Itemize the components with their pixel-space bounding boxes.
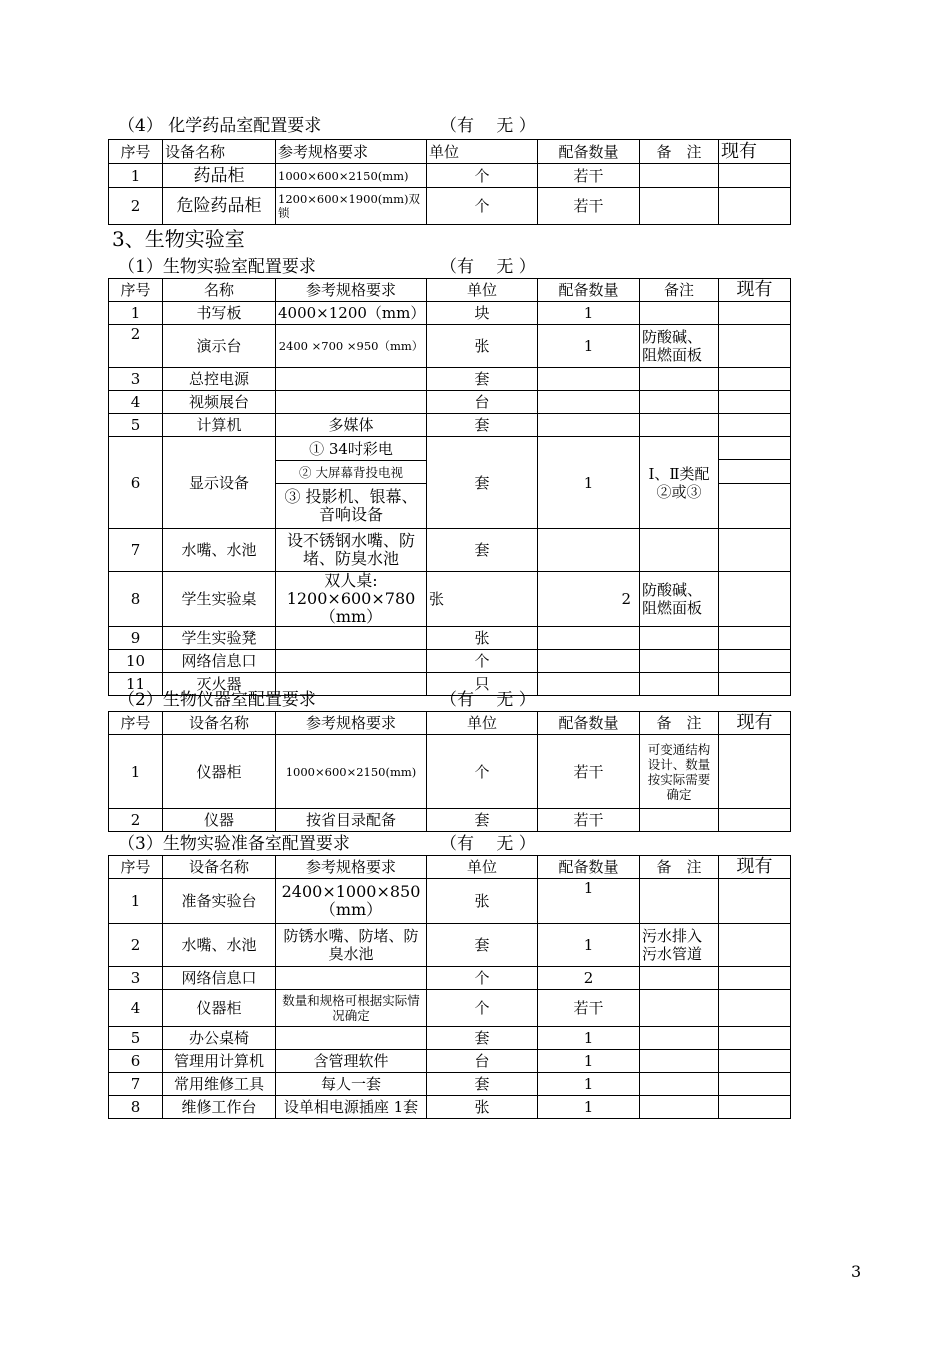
table-header-row (109, 856, 791, 879)
cell-unit: 张 (427, 572, 538, 627)
header-cell: 现有 (719, 856, 791, 879)
cell-note (640, 302, 719, 325)
cell-qty: 2 (538, 967, 640, 990)
cell-index: 2 (109, 924, 163, 967)
cell-name: 计算机 (163, 414, 276, 437)
table-row (109, 414, 791, 437)
cell-qty: 1 (538, 437, 640, 529)
cell-index: 9 (109, 627, 163, 650)
cell-existing (719, 368, 791, 391)
header-cell: 参考规格要求 (276, 712, 427, 735)
cell-name: 药品柜 (163, 164, 276, 188)
cell-qty: 1 (538, 1096, 640, 1119)
cell-name: 水嘴、水池 (163, 529, 276, 572)
cell-unit: 套 (427, 368, 538, 391)
cell-index: 11 (109, 673, 163, 696)
cell-qty (538, 673, 640, 696)
cell-spec (276, 967, 427, 990)
cell-qty: 1 (538, 1073, 640, 1096)
cell-name: 水嘴、水池 (163, 924, 276, 967)
cell-qty (538, 391, 640, 414)
header-cell: 备 注 (640, 856, 719, 879)
header-cell: 序号 (109, 279, 163, 302)
table-row (109, 572, 791, 627)
cell-unit: 个 (427, 990, 538, 1027)
cell-index: 1 (109, 164, 163, 188)
cell-unit: 套 (427, 437, 538, 529)
cell-note (640, 809, 719, 832)
display-option: ② 大屏幕背投电视 (276, 461, 426, 484)
cell-spec (276, 650, 427, 673)
cell-note (640, 391, 719, 414)
header-cell: 参考规格要求 (276, 856, 427, 879)
cell-qty (538, 414, 640, 437)
header-cell: 名称 (163, 279, 276, 302)
cell-unit: 张 (427, 1096, 538, 1119)
cell-qty: 若干 (538, 809, 640, 832)
cell-spec-display-options (276, 437, 427, 529)
table-row (109, 1073, 791, 1096)
cell-index: 10 (109, 650, 163, 673)
cell-unit: 个 (427, 164, 538, 188)
display-option: ① 34吋彩电 (276, 438, 426, 461)
cell-spec (276, 391, 427, 414)
cell-name: 常用维修工具 (163, 1073, 276, 1096)
cell-existing (719, 572, 791, 627)
cell-qty (538, 627, 640, 650)
cell-index: 4 (109, 391, 163, 414)
cell-unit: 套 (427, 529, 538, 572)
cell-existing (719, 529, 791, 572)
cell-note (640, 1050, 719, 1073)
header-cell: 配备数量 (538, 140, 640, 164)
header-cell: 现有 (719, 279, 791, 302)
cell-name: 网络信息口 (163, 650, 276, 673)
header-cell: 单位 (427, 856, 538, 879)
header-cell: 设备名称 (163, 712, 276, 735)
cell-unit: 张 (427, 879, 538, 924)
section-heading-bio-prep (118, 834, 536, 854)
cell-name: 演示台 (163, 325, 276, 368)
cell-unit: 个 (427, 735, 538, 809)
table-row (109, 391, 791, 414)
cell-index: 1 (109, 302, 163, 325)
cell-existing (719, 735, 791, 809)
cell-name: 书写板 (163, 302, 276, 325)
biology-lab-heading: 3、生物实验室 (112, 227, 245, 251)
cell-unit: 块 (427, 302, 538, 325)
cell-existing (719, 879, 791, 924)
cell-spec: 含管理软件 (276, 1050, 427, 1073)
cell-name: 危险药品柜 (163, 188, 276, 225)
cell-unit: 套 (427, 924, 538, 967)
cell-index: 2 (109, 809, 163, 832)
cell-qty: 1 (538, 1027, 640, 1050)
table-row (109, 879, 791, 924)
has-or-not-marker: （有 无 ） (440, 116, 536, 136)
table-row (109, 967, 791, 990)
cell-index: 8 (109, 1096, 163, 1119)
cell-existing (719, 164, 791, 188)
cell-existing (719, 650, 791, 673)
section-title: （2）生物仪器室配置要求 (118, 690, 316, 710)
cell-existing (719, 188, 791, 225)
cell-note: 可变通结构设计、数量按实际需要确定 (640, 735, 719, 809)
table-row (109, 650, 791, 673)
cell-spec (276, 368, 427, 391)
header-cell: 参考规格要求 (276, 279, 427, 302)
table-header-row (109, 712, 791, 735)
bio-lab-table (108, 278, 791, 696)
cell-qty: 若干 (538, 735, 640, 809)
cell-index: 7 (109, 529, 163, 572)
cell-unit: 张 (427, 627, 538, 650)
cell-spec (276, 627, 427, 650)
cell-index: 5 (109, 414, 163, 437)
cell-unit: 个 (427, 188, 538, 225)
cell-existing (719, 391, 791, 414)
bio-prep-table (108, 855, 791, 1119)
cell-qty (538, 529, 640, 572)
cell-name: 总控电源 (163, 368, 276, 391)
bio-instrument-table (108, 711, 791, 832)
cell-unit: 套 (427, 414, 538, 437)
cell-existing (719, 990, 791, 1027)
cell-note (640, 1073, 719, 1096)
cell-note: 防酸碱、阻燃面板 (640, 325, 719, 368)
cell-qty: 1 (538, 1050, 640, 1073)
cell-unit: 个 (427, 967, 538, 990)
cell-name: 仪器柜 (163, 990, 276, 1027)
table-row (109, 529, 791, 572)
cell-note (640, 1027, 719, 1050)
cell-note (640, 414, 719, 437)
cell-unit: 只 (427, 673, 538, 696)
cell-name: 学生实验桌 (163, 572, 276, 627)
cell-name: 视频展台 (163, 391, 276, 414)
table-row (109, 325, 791, 368)
has-or-not-marker: （有 无 ） (440, 834, 536, 854)
cell-name: 灭火器 (163, 673, 276, 696)
cell-existing (719, 1073, 791, 1096)
cell-existing (719, 924, 791, 967)
header-cell: 参考规格要求 (276, 140, 427, 164)
display-option: ③ 投影机、银幕、音响设备 (284, 486, 418, 524)
cell-index: 4 (109, 990, 163, 1027)
header-cell: 现有 (719, 140, 791, 164)
section-heading-bio-instrument (118, 690, 536, 710)
display-options-list (276, 438, 426, 528)
cell-existing (719, 627, 791, 650)
has-or-not-marker: （有 无 ） (440, 257, 536, 277)
cell-existing (719, 325, 791, 368)
header-cell: 备 注 (640, 140, 719, 164)
cell-index: 3 (109, 967, 163, 990)
table-row (109, 437, 791, 529)
table-row (109, 1096, 791, 1119)
header-cell: 序号 (109, 856, 163, 879)
cell-spec: 1000×600×2150(mm) (276, 164, 427, 188)
table-row (109, 809, 791, 832)
table-header-row (109, 140, 791, 164)
cell-existing (719, 967, 791, 990)
header-cell: 单位 (427, 712, 538, 735)
cell-index: 2 (109, 325, 163, 368)
cell-unit: 套 (427, 809, 538, 832)
cell-index: 5 (109, 1027, 163, 1050)
cell-unit: 张 (427, 325, 538, 368)
cell-existing (719, 302, 791, 325)
cell-spec (276, 1027, 427, 1050)
header-cell: 序号 (109, 712, 163, 735)
cell-qty: 1 (538, 325, 640, 368)
cell-spec: 1000×600×2150(mm) (276, 735, 427, 809)
table-row (109, 188, 791, 225)
table-row (109, 627, 791, 650)
cell-name: 维修工作台 (163, 1096, 276, 1119)
table-row (109, 302, 791, 325)
table-row (109, 990, 791, 1027)
cell-qty: 若干 (538, 990, 640, 1027)
header-cell: 单位 (427, 140, 538, 164)
cell-note (640, 627, 719, 650)
cell-index: 3 (109, 368, 163, 391)
cell-name: 仪器 (163, 809, 276, 832)
cell-index: 1 (109, 879, 163, 924)
cell-index: 1 (109, 735, 163, 809)
header-cell: 备 注 (640, 712, 719, 735)
section-heading-bio-lab (118, 257, 536, 277)
header-cell: 设备名称 (163, 856, 276, 879)
header-cell: 现有 (719, 712, 791, 735)
cell-spec: 4000×1200（mm） (276, 302, 427, 325)
section-heading-chem-storage (118, 116, 536, 136)
cell-unit: 套 (427, 1073, 538, 1096)
cell-qty (538, 368, 640, 391)
table-row (109, 164, 791, 188)
cell-note (640, 673, 719, 696)
section-title: （3）生物实验准备室配置要求 (118, 834, 350, 854)
cell-note (640, 967, 719, 990)
cell-spec: 按省目录配备 (276, 809, 427, 832)
header-cell: 备注 (640, 279, 719, 302)
cell-unit: 台 (427, 1050, 538, 1073)
header-cell: 配备数量 (538, 279, 640, 302)
cell-existing (719, 414, 791, 437)
cell-index: 6 (109, 437, 163, 529)
cell-note (640, 990, 719, 1027)
cell-index: 8 (109, 572, 163, 627)
cell-note (640, 879, 719, 924)
cell-name: 网络信息口 (163, 967, 276, 990)
cell-name: 办公桌椅 (163, 1027, 276, 1050)
cell-note (640, 1096, 719, 1119)
cell-spec: 多媒体 (276, 414, 427, 437)
section-title: （1）生物实验室配置要求 (118, 257, 316, 277)
cell-qty (538, 650, 640, 673)
cell-qty: 1 (538, 879, 640, 924)
cell-note: 防酸碱、阻燃面板 (640, 572, 719, 627)
cell-unit: 套 (427, 1027, 538, 1050)
cell-existing (719, 1050, 791, 1073)
cell-unit: 台 (427, 391, 538, 414)
cell-note (640, 650, 719, 673)
cell-index: 6 (109, 1050, 163, 1073)
cell-spec: 设单相电源插座 1套 (276, 1096, 427, 1119)
has-or-not-marker: （有 无 ） (440, 690, 536, 710)
cell-note: Ⅰ、Ⅱ类配②或③ (640, 437, 719, 529)
chem-storage-table (108, 139, 791, 225)
cell-spec: 每人一套 (276, 1073, 427, 1096)
cell-note (640, 164, 719, 188)
page-number: 3 (851, 1262, 862, 1281)
header-cell: 序号 (109, 140, 163, 164)
table-row (109, 924, 791, 967)
table-row (109, 368, 791, 391)
table-row (109, 1050, 791, 1073)
cell-index: 7 (109, 1073, 163, 1096)
cell-name: 学生实验凳 (163, 627, 276, 650)
cell-existing (719, 673, 791, 696)
cell-unit: 个 (427, 650, 538, 673)
cell-existing (719, 809, 791, 832)
cell-note (640, 368, 719, 391)
header-cell: 配备数量 (538, 856, 640, 879)
cell-spec: 设不锈钢水嘴、防堵、防臭水池 (276, 529, 427, 572)
table-row (109, 1027, 791, 1050)
table-header-row (109, 279, 791, 302)
cell-spec: 数量和规格可根据实际情况确定 (276, 990, 427, 1027)
cell-note (640, 529, 719, 572)
cell-existing (719, 437, 791, 529)
section-title: （4） 化学药品室配置要求 (118, 116, 322, 136)
cell-name: 仪器柜 (163, 735, 276, 809)
cell-qty: 1 (538, 302, 640, 325)
cell-spec: 防锈水嘴、防堵、防臭水池 (276, 924, 427, 967)
cell-note: 污水排入污水管道 (640, 924, 719, 967)
cell-name: 管理用计算机 (163, 1050, 276, 1073)
cell-qty: 若干 (538, 164, 640, 188)
cell-spec: 2400 ×700 ×950（mm） (276, 325, 427, 368)
cell-qty: 1 (538, 924, 640, 967)
cell-name: 准备实验台 (163, 879, 276, 924)
cell-qty: 若干 (538, 188, 640, 225)
table-row (109, 735, 791, 809)
header-cell: 单位 (427, 279, 538, 302)
header-cell: 设备名称 (163, 140, 276, 164)
cell-note (640, 188, 719, 225)
cell-index: 2 (109, 188, 163, 225)
cell-name: 显示设备 (163, 437, 276, 529)
cell-qty: 2 (538, 572, 640, 627)
cell-spec: 1200×600×1900(mm)双锁 (276, 188, 427, 225)
cell-spec: 双人桌: 1200×600×780（mm） (276, 572, 427, 627)
cell-existing (719, 1027, 791, 1050)
header-cell: 配备数量 (538, 712, 640, 735)
cell-existing (719, 1096, 791, 1119)
cell-spec: 2400×1000×850（mm） (276, 879, 427, 924)
